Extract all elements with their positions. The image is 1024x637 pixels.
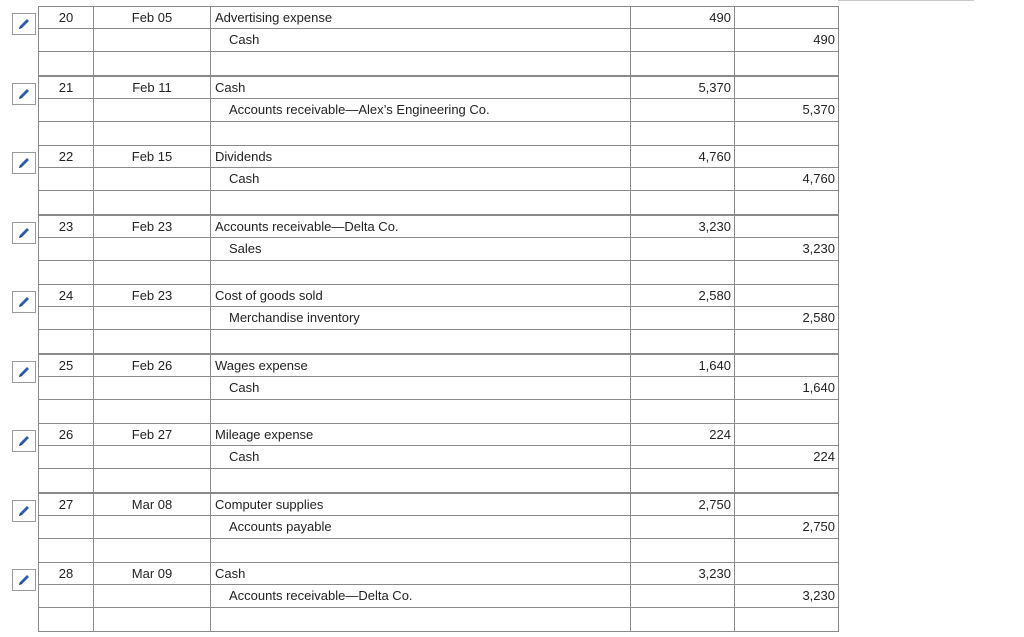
entry-number: 28 <box>38 562 94 585</box>
pencil-icon <box>16 16 32 32</box>
journal-entry <box>0 493 1024 563</box>
blank-cell <box>211 330 631 354</box>
credit-account: Accounts payable <box>211 516 631 539</box>
journal-entry <box>0 562 1024 632</box>
entry-grid <box>38 215 840 285</box>
entry-number: 21 <box>38 76 94 99</box>
entry-number: 25 <box>38 354 94 377</box>
edit-entry-button[interactable] <box>12 83 36 105</box>
blank-cell <box>735 191 839 215</box>
blank-cell <box>38 608 94 632</box>
entry-date: Feb 23 <box>94 215 211 238</box>
credit-amount: 3,230 <box>735 238 839 261</box>
debit-amount: 5,370 <box>631 76 735 99</box>
credit-amount: 4,760 <box>735 168 839 191</box>
credit-amount: 2,750 <box>735 516 839 539</box>
debit-amount: 490 <box>631 6 735 29</box>
blank-cell <box>38 446 94 469</box>
blank-cell <box>94 99 211 122</box>
debit-account: Advertising expense <box>211 6 631 29</box>
blank-cell <box>211 608 631 632</box>
edit-entry-button[interactable] <box>12 361 36 383</box>
debit-amount: 3,230 <box>631 562 735 585</box>
entry-date: Feb 11 <box>94 76 211 99</box>
blank-cell <box>94 400 211 424</box>
blank-cell <box>211 539 631 563</box>
blank-cell <box>631 52 735 76</box>
blank-cell <box>38 330 94 354</box>
debit-amount: 4,760 <box>631 145 735 168</box>
blank-cell <box>94 168 211 191</box>
blank-cell <box>735 284 839 307</box>
blank-cell <box>94 122 211 146</box>
blank-cell <box>631 122 735 146</box>
blank-cell <box>631 446 735 469</box>
blank-cell <box>735 423 839 446</box>
debit-account: Cash <box>211 76 631 99</box>
blank-cell <box>631 469 735 493</box>
entry-number: 23 <box>38 215 94 238</box>
edit-entry-button[interactable] <box>12 13 36 35</box>
entry-number: 24 <box>38 284 94 307</box>
blank-cell <box>631 585 735 608</box>
debit-account: Cash <box>211 562 631 585</box>
blank-cell <box>631 307 735 330</box>
blank-cell <box>38 400 94 424</box>
blank-cell <box>735 145 839 168</box>
debit-account: Computer supplies <box>211 493 631 516</box>
blank-cell <box>94 307 211 330</box>
entry-date: Feb 15 <box>94 145 211 168</box>
blank-cell <box>38 52 94 76</box>
entry-number: 20 <box>38 6 94 29</box>
entry-grid <box>38 354 840 424</box>
pencil-icon <box>16 364 32 380</box>
blank-cell <box>38 168 94 191</box>
blank-cell <box>38 377 94 400</box>
blank-cell <box>94 191 211 215</box>
pencil-icon <box>16 433 32 449</box>
blank-cell <box>38 539 94 563</box>
blank-cell <box>38 99 94 122</box>
blank-cell <box>38 261 94 285</box>
entry-number: 22 <box>38 145 94 168</box>
blank-cell <box>94 29 211 52</box>
journal-entry <box>0 215 1024 285</box>
blank-cell <box>631 238 735 261</box>
blank-cell <box>735 354 839 377</box>
entry-number: 27 <box>38 493 94 516</box>
blank-cell <box>94 585 211 608</box>
blank-cell <box>38 191 94 215</box>
credit-account: Accounts receivable—Alex’s Engineering Co. <box>211 99 631 122</box>
blank-cell <box>38 469 94 493</box>
blank-cell <box>94 469 211 493</box>
blank-cell <box>38 307 94 330</box>
entry-grid <box>38 423 840 493</box>
blank-cell <box>735 122 839 146</box>
edit-entry-button[interactable] <box>12 291 36 313</box>
blank-cell <box>631 516 735 539</box>
journal-entry <box>0 423 1024 493</box>
blank-cell <box>38 238 94 261</box>
blank-cell <box>735 469 839 493</box>
journal-entry <box>0 145 1024 215</box>
debit-amount: 224 <box>631 423 735 446</box>
blank-cell <box>94 261 211 285</box>
edit-entry-button[interactable] <box>12 569 36 591</box>
blank-cell <box>631 191 735 215</box>
blank-cell <box>94 377 211 400</box>
blank-cell <box>94 330 211 354</box>
blank-cell <box>38 516 94 539</box>
pencil-icon <box>16 503 32 519</box>
entry-number: 26 <box>38 423 94 446</box>
blank-cell <box>211 400 631 424</box>
blank-cell <box>94 446 211 469</box>
entry-date: Mar 09 <box>94 562 211 585</box>
blank-cell <box>211 191 631 215</box>
entry-grid <box>38 145 840 215</box>
edit-entry-button[interactable] <box>12 152 36 174</box>
blank-cell <box>735 6 839 29</box>
edit-entry-button[interactable] <box>12 222 36 244</box>
credit-account: Cash <box>211 377 631 400</box>
entry-date: Feb 27 <box>94 423 211 446</box>
blank-cell <box>38 29 94 52</box>
entry-date: Feb 26 <box>94 354 211 377</box>
debit-account: Cost of goods sold <box>211 284 631 307</box>
journal-entry <box>0 284 1024 354</box>
entry-grid <box>38 493 840 563</box>
pencil-icon <box>16 572 32 588</box>
debit-amount: 2,750 <box>631 493 735 516</box>
blank-cell <box>94 539 211 563</box>
blank-cell <box>211 469 631 493</box>
credit-account: Cash <box>211 168 631 191</box>
entry-date: Mar 08 <box>94 493 211 516</box>
pencil-icon <box>16 155 32 171</box>
journal-entry <box>0 76 1024 146</box>
blank-cell <box>94 52 211 76</box>
blank-cell <box>211 122 631 146</box>
journal-entry <box>0 6 1024 76</box>
blank-cell <box>735 562 839 585</box>
debit-account: Accounts receivable—Delta Co. <box>211 215 631 238</box>
debit-amount: 3,230 <box>631 215 735 238</box>
credit-amount: 1,640 <box>735 377 839 400</box>
blank-cell <box>38 122 94 146</box>
pencil-icon <box>16 86 32 102</box>
blank-cell <box>631 168 735 191</box>
credit-amount: 224 <box>735 446 839 469</box>
blank-cell <box>735 76 839 99</box>
blank-cell <box>735 52 839 76</box>
credit-account: Accounts receivable—Delta Co. <box>211 585 631 608</box>
header-divider <box>838 0 974 1</box>
debit-account: Wages expense <box>211 354 631 377</box>
entry-grid <box>38 284 840 354</box>
credit-account: Merchandise inventory <box>211 307 631 330</box>
edit-entry-button[interactable] <box>12 500 36 522</box>
debit-amount: 1,640 <box>631 354 735 377</box>
credit-account: Sales <box>211 238 631 261</box>
entry-grid <box>38 76 840 146</box>
entry-grid <box>38 562 840 632</box>
blank-cell <box>94 516 211 539</box>
debit-account: Dividends <box>211 145 631 168</box>
blank-cell <box>631 330 735 354</box>
blank-cell <box>735 608 839 632</box>
blank-cell <box>735 215 839 238</box>
debit-amount: 2,580 <box>631 284 735 307</box>
blank-cell <box>735 400 839 424</box>
entry-date: Feb 05 <box>94 6 211 29</box>
blank-cell <box>735 493 839 516</box>
credit-account: Cash <box>211 446 631 469</box>
blank-cell <box>211 261 631 285</box>
blank-cell <box>735 539 839 563</box>
blank-cell <box>631 608 735 632</box>
blank-cell <box>735 330 839 354</box>
credit-account: Cash <box>211 29 631 52</box>
pencil-icon <box>16 294 32 310</box>
credit-amount: 3,230 <box>735 585 839 608</box>
blank-cell <box>631 539 735 563</box>
edit-entry-button[interactable] <box>12 430 36 452</box>
journal-entry <box>0 354 1024 424</box>
blank-cell <box>94 608 211 632</box>
debit-account: Mileage expense <box>211 423 631 446</box>
blank-cell <box>631 29 735 52</box>
blank-cell <box>94 238 211 261</box>
blank-cell <box>631 99 735 122</box>
blank-cell <box>211 52 631 76</box>
credit-amount: 2,580 <box>735 307 839 330</box>
pencil-icon <box>16 225 32 241</box>
blank-cell <box>631 377 735 400</box>
credit-amount: 5,370 <box>735 99 839 122</box>
blank-cell <box>631 400 735 424</box>
entry-grid <box>38 6 840 76</box>
entry-date: Feb 23 <box>94 284 211 307</box>
credit-amount: 490 <box>735 29 839 52</box>
blank-cell <box>38 585 94 608</box>
blank-cell <box>735 261 839 285</box>
blank-cell <box>631 261 735 285</box>
